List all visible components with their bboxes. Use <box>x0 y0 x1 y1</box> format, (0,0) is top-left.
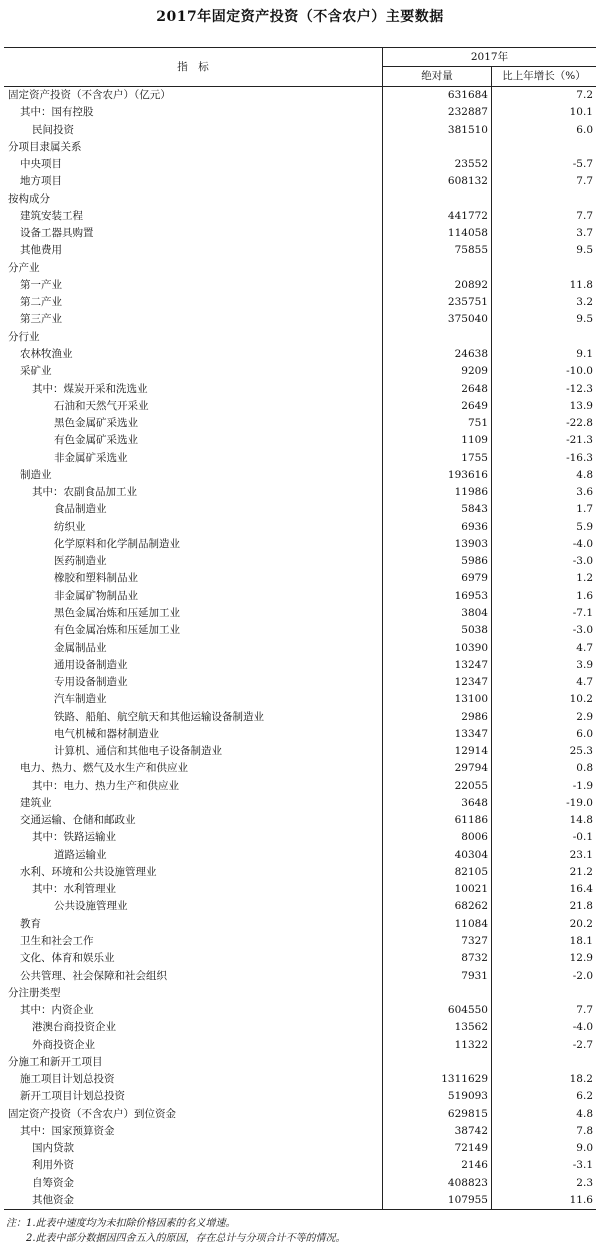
row-label: 施工项目计划总投资 <box>20 1073 115 1086</box>
row-label: 国内贷款 <box>32 1142 74 1155</box>
table-row <box>4 1054 596 1071</box>
row-growth-value: 1.2 <box>576 572 593 585</box>
row-absolute-value: 82105 <box>454 865 488 878</box>
row-absolute-value: 235751 <box>447 296 488 309</box>
table-row <box>4 1088 596 1105</box>
row-label: 汽车制造业 <box>54 693 107 706</box>
row-label: 电气机械和器材制造业 <box>54 727 159 740</box>
row-label: 金属制品业 <box>54 641 107 654</box>
table-row <box>4 1106 596 1123</box>
header-year: 2017年 <box>383 48 596 67</box>
table-row <box>4 829 596 846</box>
row-label: 固定资产投资（不含农户）到位资金 <box>8 1107 176 1120</box>
table-row <box>4 1019 596 1036</box>
table-row <box>4 985 596 1002</box>
table-row <box>4 208 596 225</box>
header-growth: 比上年增长（%） <box>502 70 586 82</box>
row-label: 医药制造业 <box>54 555 107 568</box>
row-absolute-value: 68262 <box>454 900 488 913</box>
row-growth-value: 9.5 <box>576 313 593 326</box>
row-growth-value: 10.2 <box>569 693 593 706</box>
table-row <box>4 864 596 881</box>
row-growth-value: 3.2 <box>576 296 593 309</box>
row-absolute-value: 11084 <box>454 917 488 930</box>
row-label: 公共管理、社会保障和社会组织 <box>20 969 167 982</box>
table-row <box>4 812 596 829</box>
row-growth-value: 6.0 <box>576 727 593 740</box>
row-growth-value: -3.0 <box>572 555 593 568</box>
table-row <box>4 657 596 674</box>
row-label: 按构成分 <box>8 192 50 205</box>
row-growth-value: -22.8 <box>566 417 593 430</box>
row-absolute-value: 23552 <box>454 158 488 171</box>
table-row <box>4 294 596 311</box>
footnote: 注：1.此表中速度均为未扣除价格因素的名义增速。 <box>6 1218 236 1229</box>
row-absolute-value: 13100 <box>454 693 488 706</box>
row-absolute-value: 24638 <box>454 347 488 360</box>
table-row <box>4 1175 596 1192</box>
row-label: 中央项目 <box>20 158 62 171</box>
table-row <box>4 87 596 104</box>
row-label: 农林牧渔业 <box>20 347 73 360</box>
row-absolute-value: 8006 <box>461 831 488 844</box>
row-growth-value: 10.1 <box>569 106 593 119</box>
row-absolute-value: 12347 <box>454 676 488 689</box>
row-growth-value: 12.9 <box>569 952 593 965</box>
table-row <box>4 398 596 415</box>
table-row <box>4 933 596 950</box>
row-absolute-value: 61186 <box>454 814 488 827</box>
row-label: 自筹资金 <box>32 1176 74 1189</box>
table-row <box>4 536 596 553</box>
row-label: 非金属矿采选业 <box>54 451 128 464</box>
row-growth-value: 2.9 <box>576 710 593 723</box>
row-growth-value: 20.2 <box>569 917 593 930</box>
table-row <box>4 104 596 121</box>
table-row <box>4 640 596 657</box>
table-header <box>4 48 596 87</box>
table-row <box>4 968 596 985</box>
row-absolute-value: 13247 <box>454 658 488 671</box>
row-label: 分产业 <box>8 261 40 274</box>
row-growth-value: 16.4 <box>569 883 593 896</box>
row-growth-value: 1.6 <box>576 589 593 602</box>
row-label: 其他资金 <box>32 1194 74 1206</box>
table-row <box>4 881 596 898</box>
row-growth-value: 21.2 <box>569 865 593 878</box>
row-absolute-value: 114058 <box>447 227 488 240</box>
row-label: 新开工项目计划总投资 <box>20 1090 125 1103</box>
row-absolute-value: 72149 <box>454 1142 488 1155</box>
row-growth-value: -0.1 <box>572 831 593 844</box>
row-growth-value: 18.2 <box>569 1073 593 1086</box>
row-growth-value: -4.0 <box>572 537 593 550</box>
table-row <box>4 709 596 726</box>
row-label: 其他费用 <box>20 244 62 257</box>
table-row <box>4 743 596 760</box>
row-label: 公共设施管理业 <box>54 900 128 913</box>
data-table <box>4 47 596 1210</box>
row-absolute-value: 40304 <box>454 848 488 861</box>
table-row <box>4 311 596 328</box>
row-absolute-value: 38742 <box>454 1124 488 1137</box>
row-label: 制造业 <box>20 468 52 481</box>
table-row <box>4 519 596 536</box>
row-absolute-value: 12914 <box>454 745 488 758</box>
table-row <box>4 363 596 380</box>
row-growth-value: 9.0 <box>576 1142 593 1155</box>
row-growth-value: -3.1 <box>572 1159 593 1172</box>
row-growth-value: 11.8 <box>569 278 593 291</box>
row-growth-value: 13.9 <box>569 399 593 412</box>
row-growth-value: -16.3 <box>566 451 593 464</box>
table-row <box>4 570 596 587</box>
row-absolute-value: 75855 <box>454 244 488 257</box>
row-label: 文化、体育和娱乐业 <box>20 952 115 965</box>
table-row <box>4 381 596 398</box>
row-absolute-value: 5038 <box>461 624 488 637</box>
row-label: 水利、环境和公共设施管理业 <box>20 865 157 878</box>
row-label: 分项目隶属关系 <box>8 140 82 153</box>
row-growth-value: 3.7 <box>576 227 593 240</box>
table-row <box>4 1071 596 1088</box>
row-growth-value: -21.3 <box>566 434 593 447</box>
row-absolute-value: 6936 <box>461 520 488 533</box>
row-absolute-value: 1755 <box>461 451 488 464</box>
row-growth-value: 14.8 <box>569 814 593 827</box>
row-absolute-value: 7931 <box>461 969 488 982</box>
row-absolute-value: 1109 <box>461 434 488 447</box>
row-growth-value: 7.8 <box>576 1124 593 1137</box>
table-row <box>4 1123 596 1140</box>
row-label: 其中：国有控股 <box>20 106 94 119</box>
row-absolute-value: 13903 <box>454 537 488 550</box>
row-growth-value: 21.8 <box>569 900 593 913</box>
row-label: 港澳台商投资企业 <box>32 1021 116 1034</box>
row-absolute-value: 604550 <box>447 1004 488 1017</box>
table-row <box>4 1140 596 1157</box>
row-growth-value: 7.2 <box>576 89 593 101</box>
row-label: 外商投资企业 <box>32 1038 95 1051</box>
table-row <box>4 346 596 363</box>
row-label: 分施工和新开工项目 <box>8 1055 103 1068</box>
table-body <box>4 87 596 1209</box>
row-label: 交通运输、仓储和邮政业 <box>20 814 136 827</box>
row-absolute-value: 11986 <box>454 486 488 499</box>
table-row <box>4 191 596 208</box>
table-row <box>4 277 596 294</box>
table-row <box>4 622 596 639</box>
row-growth-value: -2.0 <box>572 969 593 982</box>
table-row <box>4 1157 596 1174</box>
row-absolute-value: 2649 <box>461 399 488 412</box>
row-growth-value: 0.8 <box>576 762 593 775</box>
table-row <box>4 450 596 467</box>
row-label: 分行业 <box>8 330 40 343</box>
table-row <box>4 605 596 622</box>
row-growth-value: 5.9 <box>576 520 593 533</box>
table-row <box>4 795 596 812</box>
table-row <box>4 501 596 518</box>
row-absolute-value: 29794 <box>454 762 488 775</box>
row-absolute-value: 2648 <box>461 382 488 395</box>
row-absolute-value: 3648 <box>461 796 488 809</box>
row-label: 采矿业 <box>20 365 52 378</box>
row-absolute-value: 20892 <box>454 278 488 291</box>
row-absolute-value: 10390 <box>454 641 488 654</box>
row-growth-value: -12.3 <box>566 382 593 395</box>
row-absolute-value: 7327 <box>461 935 488 948</box>
table-row <box>4 415 596 432</box>
row-label: 第二产业 <box>20 296 62 309</box>
table-row <box>4 139 596 156</box>
row-absolute-value: 2986 <box>461 710 488 723</box>
row-label: 其中：农副食品加工业 <box>32 486 137 499</box>
row-growth-value: 7.7 <box>576 175 593 188</box>
row-absolute-value: 5986 <box>461 555 488 568</box>
row-growth-value: -19.0 <box>566 796 593 809</box>
row-absolute-value: 381510 <box>447 123 488 136</box>
row-growth-value: 23.1 <box>569 848 593 861</box>
row-growth-value: 7.7 <box>576 1004 593 1017</box>
row-absolute-value: 107955 <box>447 1194 488 1206</box>
table-row <box>4 329 596 346</box>
row-absolute-value: 193616 <box>447 468 488 481</box>
header-indicator: 指 标 <box>4 48 383 86</box>
row-label: 电力、热力、燃气及水生产和供应业 <box>20 762 188 775</box>
table-row <box>4 950 596 967</box>
row-growth-value: -7.1 <box>572 606 593 619</box>
row-label: 化学原料和化学制品制造业 <box>54 537 180 550</box>
row-label: 通用设备制造业 <box>54 658 128 671</box>
table-row <box>4 1002 596 1019</box>
table-row <box>4 778 596 795</box>
row-growth-value: 2.3 <box>576 1176 593 1189</box>
row-label: 第三产业 <box>20 313 62 326</box>
row-absolute-value: 375040 <box>447 313 488 326</box>
table-row <box>4 898 596 915</box>
row-label: 第一产业 <box>20 278 62 291</box>
table-row <box>4 242 596 259</box>
table-row <box>4 726 596 743</box>
row-absolute-value: 6979 <box>461 572 488 585</box>
table-row <box>4 1037 596 1054</box>
row-label: 其中：国家预算资金 <box>20 1124 115 1137</box>
row-growth-value: -2.7 <box>572 1038 593 1051</box>
row-growth-value: 3.6 <box>576 486 593 499</box>
row-absolute-value: 519093 <box>447 1090 488 1103</box>
row-growth-value: 18.1 <box>569 935 593 948</box>
row-label: 食品制造业 <box>54 503 107 516</box>
table-row <box>4 225 596 242</box>
row-label: 地方项目 <box>20 175 62 188</box>
row-absolute-value: 9209 <box>461 365 488 378</box>
row-absolute-value: 1311629 <box>441 1073 488 1086</box>
row-label: 有色金属矿采选业 <box>54 434 138 447</box>
row-absolute-value: 751 <box>467 417 488 430</box>
row-absolute-value: 22055 <box>454 779 488 792</box>
row-growth-value: 4.7 <box>576 641 593 654</box>
row-growth-value: -4.0 <box>572 1021 593 1034</box>
row-label: 橡胶和塑料制品业 <box>54 572 138 585</box>
row-label: 道路运输业 <box>54 848 107 861</box>
row-absolute-value: 16953 <box>454 589 488 602</box>
row-label: 纺织业 <box>54 520 86 533</box>
row-label: 其中：煤炭开采和洗选业 <box>32 382 148 395</box>
header-absolute: 绝对量 <box>383 67 492 86</box>
table-row <box>4 156 596 173</box>
row-absolute-value: 11322 <box>454 1038 488 1051</box>
row-growth-value: -10.0 <box>566 365 593 378</box>
row-label: 民间投资 <box>32 123 74 136</box>
row-label: 专用设备制造业 <box>54 676 128 689</box>
row-label: 设备工器具购置 <box>20 227 94 240</box>
row-label: 卫生和社会工作 <box>20 935 94 948</box>
table-row <box>4 122 596 139</box>
table-row <box>4 173 596 190</box>
row-growth-value: -1.9 <box>572 779 593 792</box>
table-row <box>4 1192 596 1209</box>
row-label: 石油和天然气开采业 <box>54 399 149 412</box>
row-label: 其中：内资企业 <box>20 1004 94 1017</box>
row-growth-value: 11.6 <box>569 1194 593 1206</box>
row-label: 其中：铁路运输业 <box>32 831 116 844</box>
row-absolute-value: 13347 <box>454 727 488 740</box>
row-label: 计算机、通信和其他电子设备制造业 <box>54 745 222 758</box>
table-row <box>4 467 596 484</box>
row-growth-value: 4.8 <box>576 468 593 481</box>
row-absolute-value: 232887 <box>447 106 488 119</box>
row-label: 固定资产投资（不含农户）（亿元） <box>8 89 171 101</box>
page-title: 2017年固定资产投资（不含农户）主要数据 <box>156 9 444 25</box>
row-label: 其中：水利管理业 <box>32 883 116 896</box>
table-row <box>4 760 596 777</box>
row-absolute-value: 8732 <box>461 952 488 965</box>
row-growth-value: -3.0 <box>572 624 593 637</box>
row-label: 其中：电力、热力生产和供应业 <box>32 779 179 792</box>
table-row <box>4 553 596 570</box>
table-row <box>4 484 596 501</box>
row-label: 建筑安装工程 <box>20 209 83 222</box>
row-absolute-value: 629815 <box>447 1107 488 1120</box>
row-label: 利用外资 <box>32 1159 74 1172</box>
row-growth-value: 1.7 <box>576 503 593 516</box>
row-absolute-value: 631684 <box>447 89 488 101</box>
row-label: 黑色金属冶炼和压延加工业 <box>54 606 180 619</box>
row-growth-value: 25.3 <box>569 745 593 758</box>
table-row <box>4 588 596 605</box>
row-absolute-value: 3804 <box>461 606 488 619</box>
table-row <box>4 691 596 708</box>
row-label: 黑色金属矿采选业 <box>54 417 138 430</box>
row-label: 教育 <box>20 917 41 930</box>
table-row <box>4 674 596 691</box>
footnote: 2.此表中部分数据因四舍五入的原因，存在总计与分项合计不等的情况。 <box>6 1233 346 1244</box>
table-row <box>4 260 596 277</box>
row-label: 建筑业 <box>20 796 52 809</box>
row-growth-value: 9.5 <box>576 244 593 257</box>
row-absolute-value: 441772 <box>447 209 488 222</box>
row-absolute-value: 408823 <box>447 1176 488 1189</box>
row-absolute-value: 608132 <box>447 175 488 188</box>
row-growth-value: -5.7 <box>572 158 593 171</box>
row-growth-value: 9.1 <box>576 347 593 360</box>
row-label: 分注册类型 <box>8 986 61 999</box>
row-growth-value: 6.2 <box>576 1090 593 1103</box>
row-label: 有色金属冶炼和压延加工业 <box>54 624 180 637</box>
row-absolute-value: 5843 <box>461 503 488 516</box>
row-label: 铁路、船舶、航空航天和其他运输设备制造业 <box>54 710 264 723</box>
table-row <box>4 432 596 449</box>
footnotes <box>6 1216 346 1246</box>
row-absolute-value: 13562 <box>454 1021 488 1034</box>
row-growth-value: 7.7 <box>576 209 593 222</box>
table-row <box>4 847 596 864</box>
row-growth-value: 4.7 <box>576 676 593 689</box>
table-row <box>4 916 596 933</box>
row-absolute-value: 2146 <box>461 1159 488 1172</box>
row-absolute-value: 10021 <box>454 883 488 896</box>
row-label: 非金属矿物制品业 <box>54 589 138 602</box>
row-growth-value: 3.9 <box>576 658 593 671</box>
row-growth-value: 6.0 <box>576 123 593 136</box>
row-growth-value: 4.8 <box>576 1107 593 1120</box>
